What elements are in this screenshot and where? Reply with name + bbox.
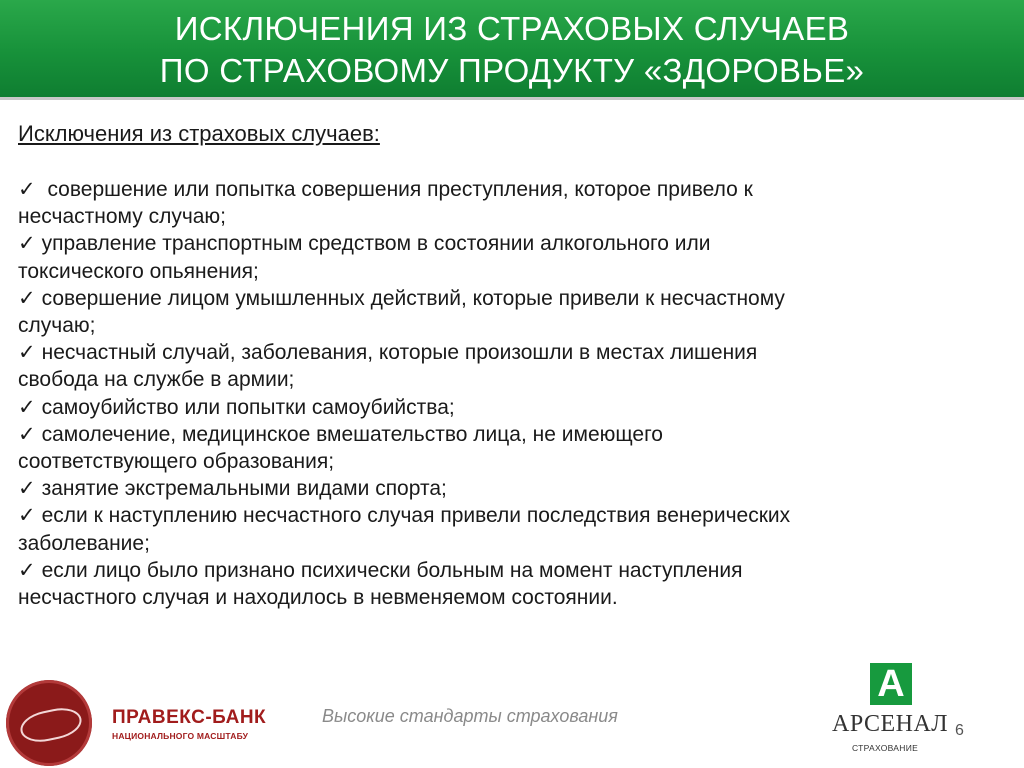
list-item-text: занятие экстремальными видами спорта; [41, 477, 447, 501]
pravex-signature-icon [18, 704, 85, 746]
list-item [18, 285, 1008, 339]
list-item-text-cont: несчастному случаю; [18, 205, 227, 229]
list-item [18, 230, 1008, 284]
bank-tagline: НАЦИОНАЛЬНОГО МАСШТАБУ [112, 731, 249, 741]
list-item-text: если лицо было признано психически больным на момент наступления [41, 558, 743, 582]
list-item [18, 176, 1008, 230]
page-number: 6 [955, 722, 964, 739]
list-item-text: самолечение, медицинское вмешательство лица, не имеющего [41, 422, 663, 446]
slide-title-line-1: ИСКЛЮЧЕНИЯ ИЗ СТРАХОВЫХ СЛУЧАЕВ [174, 10, 850, 47]
checkmark-icon: ✓ [18, 504, 36, 528]
pravex-bank-logo [6, 680, 92, 766]
list-item-text-cont: случаю; [18, 314, 96, 338]
slogan: Высокие стандарты страхования [322, 706, 618, 726]
list-item-text: несчастный случай, заболевания, которые произошли в местах лишения [41, 341, 758, 365]
bank-name: ПРАВЕКС-БАНК [112, 707, 267, 728]
arsenal-logo-icon: А [870, 663, 912, 705]
section-heading: Исключения из страховых случаев: [18, 121, 380, 146]
exclusions-list [18, 176, 1008, 611]
slide-title-line-2: ПО СТРАХОВОМУ ПРОДУКТУ «ЗДОРОВЬЕ» [159, 52, 865, 89]
list-item-text: совершение лицом умышленных действий, которые привели к несчастному [41, 286, 785, 310]
list-item-text-cont: заболевание; [18, 531, 150, 555]
slide-body [18, 120, 1008, 611]
checkmark-icon: ✓ [18, 395, 36, 419]
list-item [18, 339, 1008, 393]
list-item-text-cont: соответствующего образования; [18, 450, 335, 474]
list-item-text: совершение или попытка совершения преступления, которое привело к [41, 178, 753, 201]
checkmark-icon: ✓ [18, 286, 36, 310]
arsenal-name: АРСЕНАЛ [832, 711, 949, 737]
list-item-text-cont: токсического опьянения; [18, 259, 259, 283]
title-banner [0, 0, 1024, 100]
list-item-text: если к наступлению несчастного случая привели последствия венерических [41, 504, 791, 528]
slide-title [0, 8, 1024, 92]
checkmark-icon: ✓ [18, 178, 36, 201]
checkmark-icon: ✓ [18, 341, 36, 365]
list-item [18, 502, 1008, 556]
checkmark-icon: ✓ [18, 422, 36, 446]
list-item [18, 394, 1008, 421]
checkmark-icon: ✓ [18, 232, 36, 256]
list-item-text-cont: несчастного случая и находилось в невменяемом состоянии. [18, 586, 618, 610]
list-item-text-cont: свобода на службе в армии; [18, 368, 295, 392]
checkmark-icon: ✓ [18, 477, 36, 501]
list-item [18, 475, 1008, 502]
list-item [18, 557, 1008, 611]
list-item [18, 421, 1008, 475]
list-item-text: управление транспортным средством в состоянии алкогольного или [41, 232, 711, 256]
checkmark-icon: ✓ [18, 558, 36, 582]
arsenal-tagline: СТРАХОВАНИЕ [852, 743, 919, 753]
list-item-text: самоубийство или попытки самоубийства; [41, 395, 455, 419]
